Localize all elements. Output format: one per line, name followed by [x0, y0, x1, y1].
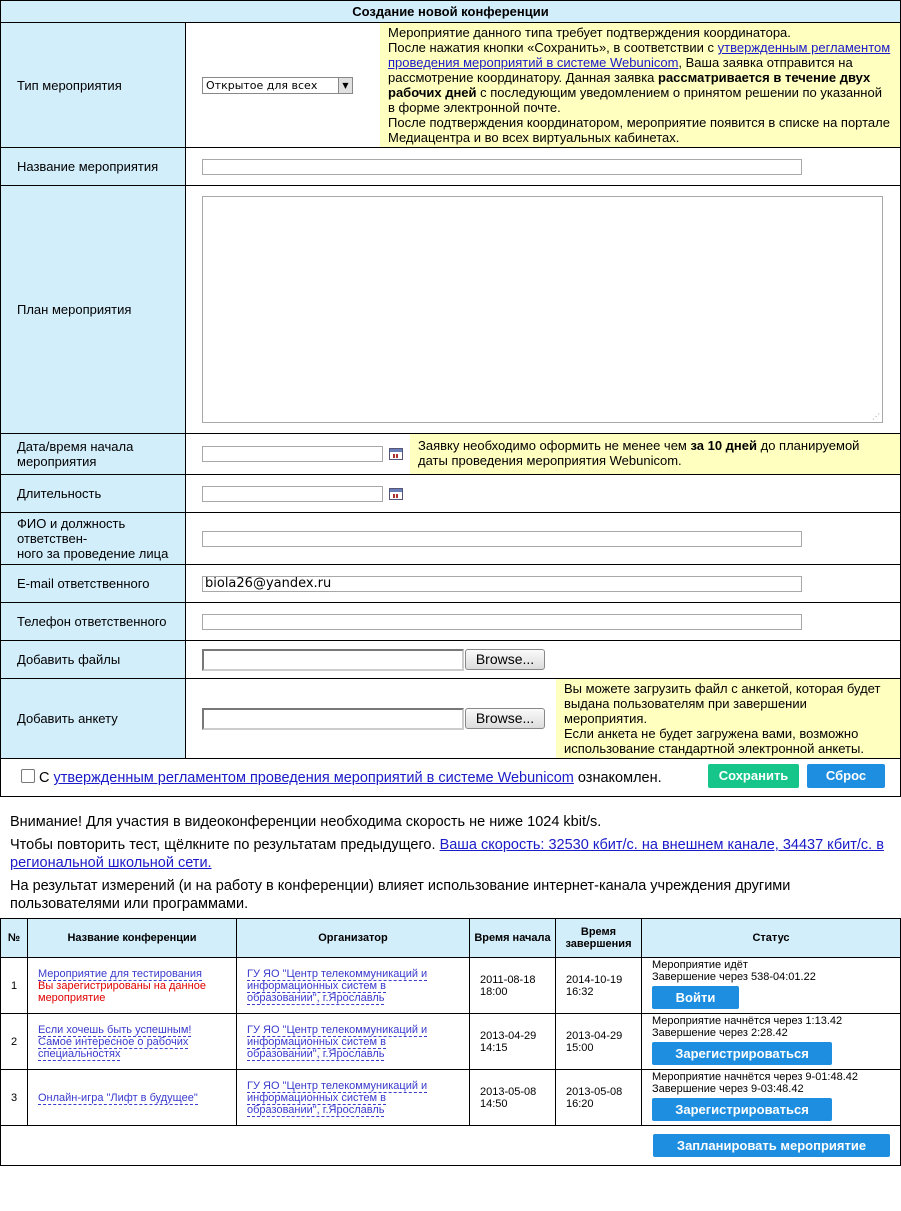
calendar-icon[interactable] — [389, 448, 403, 460]
duration-label: Длительность — [1, 475, 186, 513]
event-type-value: Открытое для всех — [206, 78, 318, 92]
note-line: Вы можете загрузить файл с анкетой, которая будет выдана пользователям при завершении мероприятия. — [564, 681, 881, 726]
organizer-link[interactable]: ГУ ЯО "Центр телекоммуникаций и информационных систем в образовании", г.Ярославль — [247, 1079, 428, 1116]
event-type-label: Тип мероприятия — [1, 23, 186, 148]
register-button[interactable]: Зарегистрироваться — [652, 1098, 832, 1121]
phone-input[interactable] — [202, 614, 802, 630]
event-type-note — [380, 23, 900, 147]
status-line: Мероприятие начнётся через 9-01:48.42 — [652, 1071, 859, 1083]
organizer-link[interactable]: ГУ ЯО "Центр телекоммуникаций и информационных систем в образовании", г.Ярославль — [247, 967, 428, 1004]
col-header-start: Время начала — [470, 919, 556, 958]
start-label: Дата/время начала мероприятия — [1, 434, 186, 475]
survey-file-input[interactable] — [202, 708, 464, 730]
start-note — [410, 434, 900, 474]
note-text: , Ваша заявка отправится на рассмотрение координатору. Данная заявка — [388, 55, 853, 85]
agree-text: С — [39, 770, 54, 786]
col-header-end: Время завершения — [556, 919, 642, 958]
form-title: Создание новой конференции — [1, 1, 901, 23]
responsible-label — [1, 513, 186, 565]
enter-button[interactable]: Войти — [652, 986, 739, 1009]
status-line: Завершение через 2:28.42 — [652, 1027, 788, 1039]
event-name-label: Название мероприятия — [1, 148, 186, 186]
event-plan-textarea[interactable] — [202, 196, 883, 423]
files-browse-button[interactable]: Browse... — [465, 649, 545, 670]
note-text: После нажатия кнопки «Сохранить», в соответствии с — [388, 40, 718, 55]
responsible-input[interactable] — [202, 531, 802, 547]
table-row — [1, 1070, 901, 1126]
conference-name-link[interactable]: Если хочешь быть успешным! Самое интересное о рабочих специальностях — [38, 1023, 192, 1060]
end-time: 2013-05-08 16:20 — [556, 1070, 642, 1126]
speed-warning: Внимание! Для участия в видеоконференции необходима скорость не ниже 1024 kbit/s. — [10, 814, 602, 830]
conference-name-link[interactable]: Онлайн-игра "Лифт в будущее" — [38, 1091, 198, 1104]
reset-button[interactable]: Сброс — [807, 764, 885, 788]
duration-input[interactable] — [202, 486, 383, 502]
start-input[interactable] — [202, 446, 383, 462]
email-label: E-mail ответственного — [1, 565, 186, 603]
responsible-label-line: ного за проведение лица — [17, 546, 169, 561]
col-header-organizer: Организатор — [237, 919, 470, 958]
table-row — [1, 1014, 901, 1070]
event-plan-label: План мероприятия — [1, 186, 186, 434]
files-input[interactable] — [202, 649, 464, 671]
files-label: Добавить файлы — [1, 641, 186, 679]
note-line: После подтверждения координатором, мероприятие появится в списке на портале Медиацентра и во всех виртуальных кабинетах. — [388, 115, 890, 145]
col-header-name: Название конференции — [28, 919, 237, 958]
agree-regulations-link[interactable]: утвержденным регламентом проведения мероприятий в системе Webunicom — [53, 770, 574, 786]
event-type-select[interactable] — [202, 77, 353, 94]
row-num: 1 — [1, 958, 28, 1014]
note-line: Если анкета не будет загружена вами, возможно использование стандартной электронной анкеты. — [564, 726, 864, 756]
end-time: 2014-10-19 16:32 — [556, 958, 642, 1014]
register-button[interactable]: Зарегистрироваться — [652, 1042, 832, 1065]
conferences-table — [0, 918, 901, 1166]
note-line — [388, 40, 892, 115]
note-text: с последующим уведомлением о принятом решении по указанной в форме электронной почте. — [388, 85, 882, 115]
note-bold: рассматривается в течение двух рабочих дней — [388, 70, 871, 100]
note-text: до планируемой даты проведения мероприятия Webunicom. — [418, 438, 860, 468]
speed-note: На результат измерений (и на работу в конференции) влияет использование интернет-канала учреждения другими пользователями или программами. — [10, 878, 791, 912]
chevron-down-icon: ▼ — [338, 78, 352, 93]
start-time: 2011-08-18 18:00 — [470, 958, 556, 1014]
speed-retest-text — [10, 836, 900, 872]
row-num: 3 — [1, 1070, 28, 1126]
save-button[interactable]: Сохранить — [708, 764, 799, 788]
survey-note — [556, 679, 900, 758]
agree-text: ознакомлен. — [573, 770, 662, 786]
status-line: Завершение через 538-04:01.22 — [652, 971, 816, 983]
col-header-num: № — [1, 919, 28, 958]
row-num: 2 — [1, 1014, 28, 1070]
responsible-label-line: ФИО и должность ответствен- — [17, 516, 126, 546]
registered-status: Вы зарегистрированы на данное мероприятие — [38, 979, 206, 1004]
regulations-link[interactable]: утвержденным регламентом проведения мероприятий в системе Webunicom — [388, 40, 891, 70]
survey-label: Добавить анкету — [1, 679, 186, 759]
end-time: 2013-04-29 15:00 — [556, 1014, 642, 1070]
survey-browse-button[interactable]: Browse... — [465, 708, 545, 729]
plan-event-button[interactable]: Запланировать мероприятие — [653, 1134, 890, 1157]
status-line: Мероприятие начнётся через 1:13.42 — [652, 1015, 843, 1027]
event-name-input[interactable] — [202, 159, 802, 175]
speed-result-link[interactable]: Ваша скорость: 32530 кбит/с. на внешнем канале, 34437 кбит/с. в региональной школьной сети. — [10, 837, 884, 871]
organizer-link[interactable]: ГУ ЯО "Центр телекоммуникаций и информационных систем в образовании", г.Ярославль — [247, 1023, 428, 1060]
table-row — [1, 958, 901, 1014]
conference-name-link[interactable]: Мероприятие для тестирования — [38, 967, 202, 980]
note-text: Заявку необходимо оформить не менее чем — [418, 438, 691, 453]
note-line: Мероприятие данного типа требует подтверждения координатора. — [388, 25, 791, 40]
email-input[interactable]: biola26@yandex.ru — [202, 576, 802, 592]
note-bold: за 10 дней — [690, 438, 757, 453]
start-time: 2013-04-29 14:15 — [470, 1014, 556, 1070]
calendar-icon[interactable] — [389, 488, 403, 500]
col-header-status: Статус — [642, 919, 901, 958]
agree-checkbox[interactable] — [21, 769, 35, 783]
retest-prefix: Чтобы повторить тест, щёлкните по результатам предыдущего. — [10, 837, 440, 853]
status-line: Завершение через 9-03:48.42 — [652, 1083, 804, 1095]
resize-handle-icon[interactable]: ⋰ — [872, 412, 880, 421]
phone-label: Телефон ответственного — [1, 603, 186, 641]
status-line: Мероприятие идёт — [652, 959, 748, 971]
start-time: 2013-05-08 14:50 — [470, 1070, 556, 1126]
